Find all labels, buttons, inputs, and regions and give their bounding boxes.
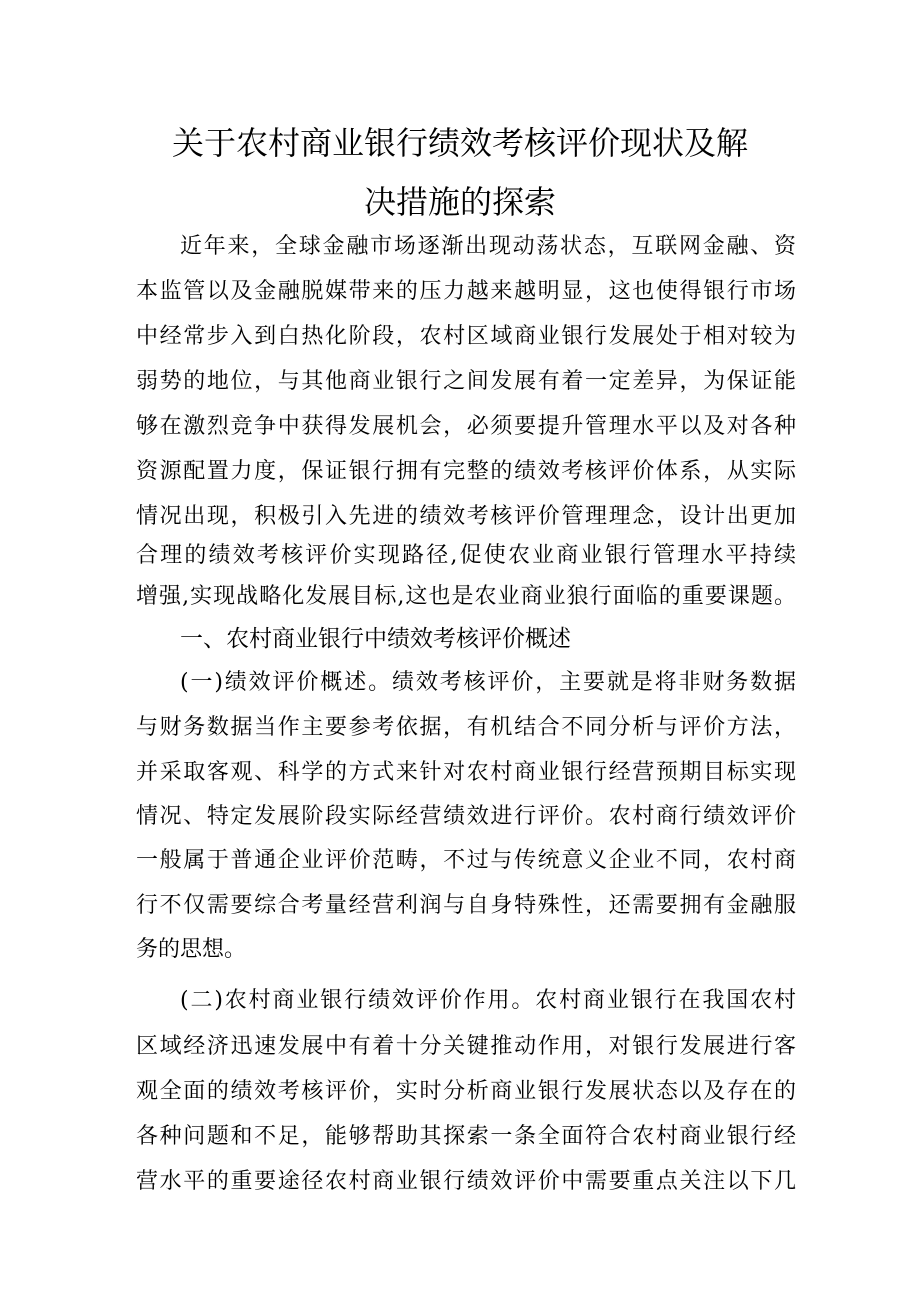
document-title-line-1: 关于农村商业银行绩效考核评价现状及解 bbox=[171, 124, 748, 162]
document-title-line-2: 决措施的探索 bbox=[363, 183, 556, 221]
para1-line: 行不仅需要综合考量经营利润与自身特殊性，还需要拥有金融服 bbox=[136, 893, 796, 918]
intro-line: 资源配置力度，保证银行拥有完整的绩效考核评价体系，从实际 bbox=[136, 459, 796, 484]
intro-line: 增强,实现战略化发展目标,这也是农业商业狼行面临的重要课题。 bbox=[136, 584, 796, 609]
para2-line: 各种问题和不足，能够帮助其探索一条全面符合农村商业银行经 bbox=[136, 1124, 796, 1149]
intro-line: 本监管以及金融脱媒带来的压力越来越明显，这也使得银行市场 bbox=[136, 279, 796, 304]
para1-line: (一)绩效评价概述。绩效考核评价，主要就是将非财务数据 bbox=[180, 670, 796, 695]
para2-line: (二)农村商业银行绩效评价作用。农村商业银行在我国农村 bbox=[180, 988, 796, 1013]
para1-line: 情况、特定发展阶段实际经营绩效进行评价。农村商行绩效评价 bbox=[136, 804, 796, 829]
para1-line: 务的思想。 bbox=[136, 937, 247, 962]
intro-line: 近年来，全球金融市场逐渐出现动荡状态，互联网金融、资 bbox=[180, 234, 796, 259]
para2-line: 观全面的绩效考核评价，实时分析商业银行发展状态以及存在的 bbox=[136, 1079, 796, 1104]
para2-line: 营水平的重要途径农村商业银行绩效评价中需要重点关注以下几 bbox=[136, 1169, 796, 1194]
intro-line: 弱势的地位，与其他商业银行之间发展有着一定差异，为保证能 bbox=[136, 369, 796, 394]
intro-line: 合理的绩效考核评价实现路径,促使农业商业银行管理水平持续 bbox=[136, 543, 796, 568]
para2-line: 区域经济迅速发展中有着十分关键推动作用，对银行发展进行客 bbox=[136, 1034, 796, 1059]
para1-line: 一般属于普通企业评价范畴，不过与传统意义企业不同，农村商 bbox=[136, 848, 796, 873]
para1-line: 与财务数据当作主要参考依据，有机结合不同分析与评价方法， bbox=[136, 715, 796, 740]
intro-line: 情况出现，积极引入先进的绩效考核评价管理理念，设计出更加 bbox=[136, 504, 796, 529]
section-heading-1: 一、农村商业银行中绩效考核评价概述 bbox=[180, 626, 571, 652]
para1-line: 并采取客观、科学的方式来针对农村商业银行经营预期目标实现 bbox=[136, 760, 796, 785]
intro-line: 中经常步入到白热化阶段，农村区域商业银行发展处于相对较为 bbox=[136, 324, 796, 349]
intro-line: 够在激烈竞争中获得发展机会，必须要提升管理水平以及对各种 bbox=[136, 414, 796, 439]
